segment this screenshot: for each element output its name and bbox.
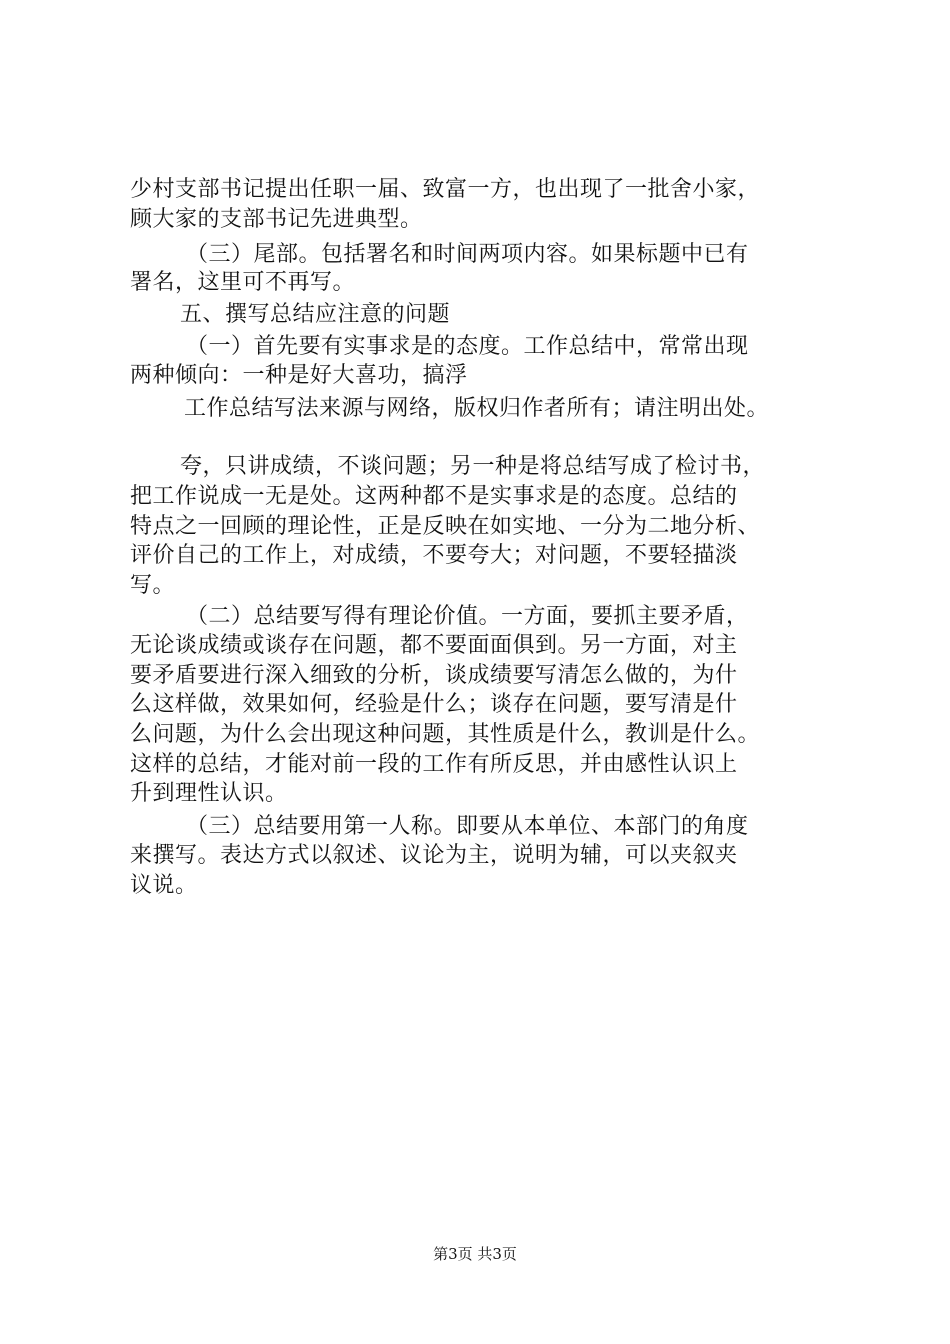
source-notice: 工作总结写法来源与网络，版权归作者所有；请注明出处。 (184, 396, 770, 421)
body-text-line: 要矛盾要进行深入细致的分析，谈成绩要写清怎么做的，为什 (130, 663, 738, 688)
body-text-line: 么问题，为什么会出现这种问题，其性质是什么，教训是什么。 (130, 722, 761, 747)
body-text-line: （二）总结要写得有理论价值。一方面，要抓主要矛盾， (186, 604, 749, 629)
body-text-line: （三）尾部。包括署名和时间两项内容。如果标题中已有 (186, 242, 749, 267)
body-text-line: 两种倾向：一种是好大喜功，搞浮 (130, 363, 468, 388)
body-text-line: 写。 (130, 573, 176, 598)
body-text-line: （一）首先要有实事求是的态度。工作总结中，常常出现 (186, 334, 749, 359)
page-number-footer: 第3页 共3页 (433, 1245, 517, 1263)
body-text-line: 议说。 (130, 873, 198, 898)
body-text-line: 夸，只讲成绩，不谈问题；另一种是将总结写成了检讨书， (180, 454, 766, 479)
body-text-line: 来撰写。表达方式以叙述、议论为主，说明为辅，可以夹叙夹 (130, 843, 738, 868)
body-text-line: 少村支部书记提出任职一届、致富一方，也出现了一批舍小家， (130, 177, 761, 202)
section-heading: 五、撰写总结应注意的问题 (180, 302, 451, 327)
body-text-line: 评价自己的工作上，对成绩，不要夸大；对问题，不要轻描淡 (130, 543, 738, 568)
body-text-line: 署名，这里可不再写。 (130, 270, 356, 295)
body-text-line: 把工作说成一无是处。这两种都不是实事求是的态度。总结的 (130, 484, 738, 509)
body-text-line: 么这样做，效果如何，经验是什么；谈存在问题，要写清是什 (130, 692, 738, 717)
body-text-line: 升到理性认识。 (130, 781, 288, 806)
body-text-line: 无论谈成绩或谈存在问题，都不要面面俱到。另一方面，对主 (130, 633, 738, 658)
body-text-line: 特点之一回顾的理论性，正是反映在如实地、一分为二地分析、 (130, 514, 761, 539)
body-text-line: 这样的总结，才能对前一段的工作有所反思，并由感性认识上 (130, 752, 738, 777)
body-text-line: （三）总结要用第一人称。即要从本单位、本部门的角度 (186, 814, 749, 839)
body-text-line: 顾大家的支部书记先进典型。 (130, 207, 423, 232)
